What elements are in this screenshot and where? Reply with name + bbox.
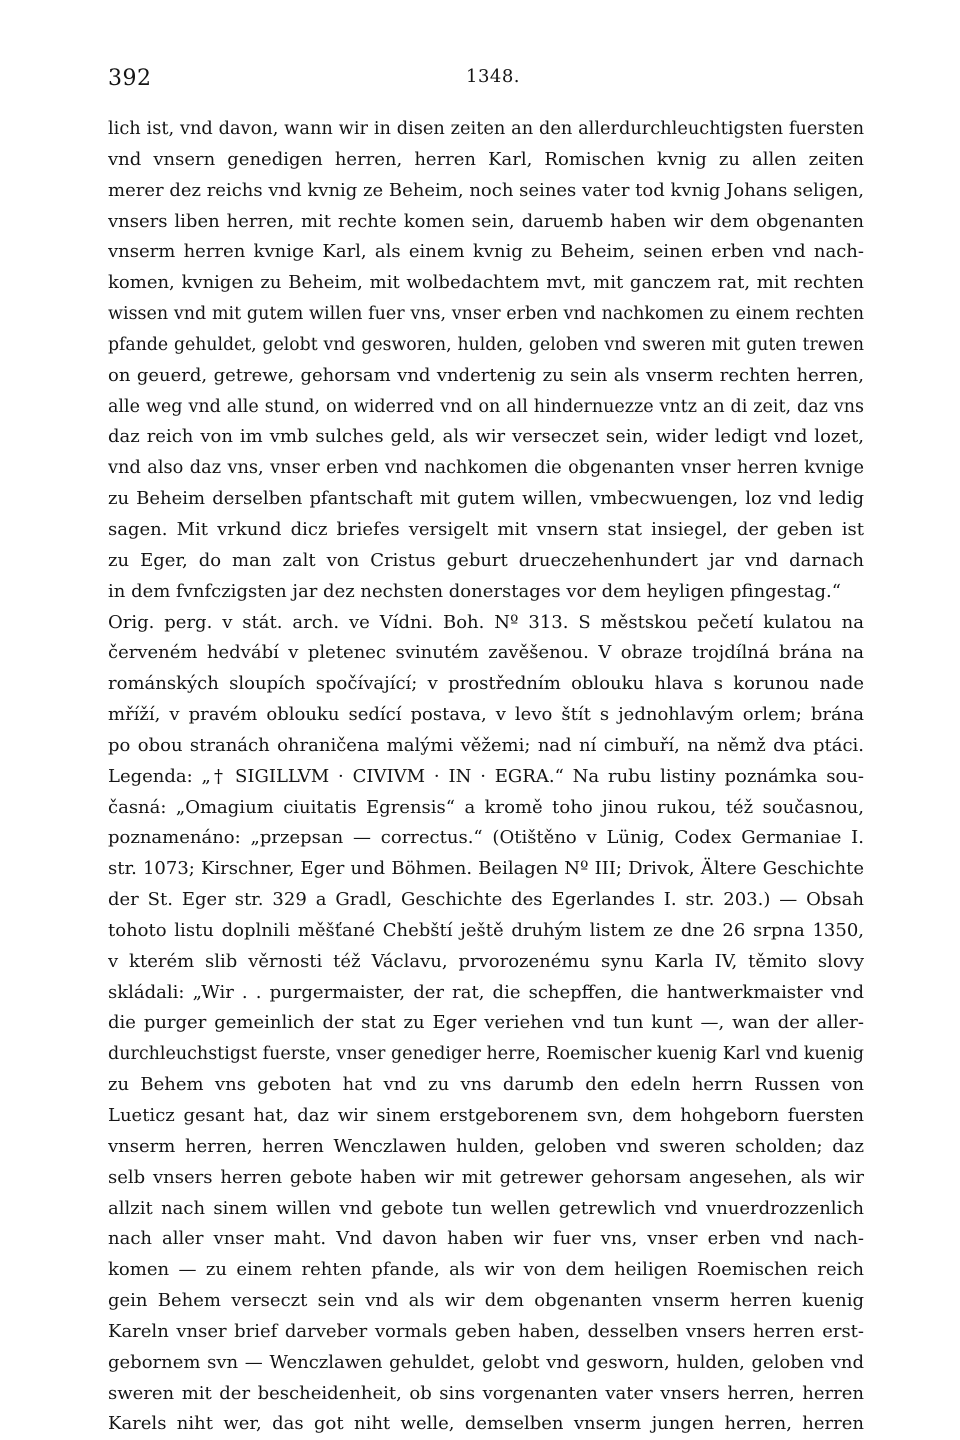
text-line: mříží, v pravém oblouku sedící postava, v levo štít s jednohlavým orlem; brána xyxy=(108,704,864,726)
text-line: in dem fvnfczigsten jar dez nechsten donerstages vor dem heyligen pfingestag.“ xyxy=(108,580,841,602)
text-line: v kterém slib věrnosti též Václavu, prvorozenému synu Karla IV, těmito slovy xyxy=(108,950,864,972)
text-line: nach aller vnser maht. Vnd davon haben wir fuer vns, vnser erben vnd nach- xyxy=(108,1228,864,1250)
text-line: poznamenáno: „przepsan — correctus.“ (Otištěno v Lünig, Codex Germaniae I. xyxy=(108,827,864,849)
text-line: skládali: „Wir . . purgermaister, der rat, die schepffen, die hantwerkmaister vnd xyxy=(108,981,864,1003)
text-line: str. 1073; Kirschner, Eger und Böhmen. Beilagen Nº III; Drivok, Ältere Geschichte xyxy=(108,858,864,880)
text-line: komen — zu einem rehten pfande, als wir von dem heiligen Roemischen reich xyxy=(108,1259,864,1281)
text-line: zu Beheim derselben pfantschaft mit gutem willen, vmbecwuengen, loz vnd ledig xyxy=(108,488,864,510)
text-line: lich ist, vnd davon, wann wir in disen zeiten an den allerdurchleuchtigsten fuersten xyxy=(108,119,864,139)
text-line: tohoto listu doplnili měšťané Chebští ještě druhým listem ze dne 26 srpna 1350, xyxy=(108,919,864,941)
text-line: gebornem svn — Wenczlawen gehuldet, gelobt vnd gesworn, hulden, geloben vnd xyxy=(108,1351,864,1373)
text-line: Legenda: „† SIGILLVM · CIVIVM · IN · EGRA.“ Na rubu listiny poznámka sou- xyxy=(108,765,864,787)
body-text xyxy=(108,114,864,1440)
text-line: allzit nach sinem willen vnd gebote tun wellen getrewlich vnd vnuerdrozzenlich xyxy=(108,1197,864,1219)
text-line: komen, kvnigen zu Beheim, mit wolbedachtem mvt, mit ganczem rat, mit rechten xyxy=(108,272,864,294)
text-line: gein Behem verseczt sein vnd als wir dem obgenanten vnserm herren kuenig xyxy=(108,1290,864,1312)
page-number: 392 xyxy=(108,66,152,91)
running-head-year: 1348. xyxy=(466,66,521,87)
text-line: wissen vnd mit gutem willen fuer vns, vnser erben vnd nachkomen zu einem rechten xyxy=(108,304,864,325)
text-line: časná: „Omagium ciuitatis Egrensis“ a kromě toho jinou rukou, též současnou, xyxy=(108,796,864,818)
text-line: sagen. Mit vrkund dicz briefes versigelt mit vnsern stat insiegel, der geben ist xyxy=(108,518,864,540)
text-line: merer dez reichs vnd kvnig ze Beheim, noch seines vater tod kvnig Johans seligen, xyxy=(108,179,864,201)
text-line: die purger gemeinlich der stat zu Eger veriehen vnd tun kunt —, wan der aller- xyxy=(108,1012,864,1034)
text-line: alle weg vnd alle stund, on widerred vnd on all hindernuezze vntz an di zeit, daz vns xyxy=(108,396,864,417)
text-line: vnd vnsern genedigen herren, herren Karl, Romischen kvnig zu allen zeiten xyxy=(108,148,864,170)
text-line: on geuerd, getrewe, gehorsam vnd vndertenig zu sein als vnserm rechten herren, xyxy=(108,364,864,386)
text-line: daz reich von im vmb sulches geld, als wir verseczet sein, wider ledigt vnd lozet, xyxy=(108,426,864,448)
text-line: pfande gehuldet, gelobt vnd gesworen, hulden, geloben vnd sweren mit guten trewen xyxy=(108,334,864,355)
text-line: vnsers liben herren, mit rechte komen sein, daruemb haben wir dem obgenanten xyxy=(108,210,864,232)
text-line: Karels niht wer, das got niht welle, demselben vnserm jungen herren, herren xyxy=(108,1413,864,1435)
text-line: červeném hedvábí v pletenec svinutém zavěšenou. V obraze trojdílná brána na xyxy=(108,642,864,664)
text-line: Kareln vnser brief darveber vormals geben haben, desselben vnsers herren erst- xyxy=(108,1320,864,1342)
text-line: vnserm herren kvnige Karl, als einem kvnig zu Beheim, seinen erben vnd nach- xyxy=(108,241,864,263)
text-line: Lueticz gesant hat, daz wir sinem erstgeborenem svn, dem hohgeborn fuersten xyxy=(108,1105,864,1126)
text-line: románských sloupích spočívající; v prostředním oblouku hlava s korunou nade xyxy=(108,673,864,695)
text-line: vnserm herren, herren Wenczlawen hulden, geloben vnd sweren scholden; daz xyxy=(108,1135,864,1157)
text-line: vnd also daz vns, vnser erben vnd nachkomen die obgenanten vnser herren kvnige xyxy=(108,458,864,479)
text-line: zu Behem vns geboten hat vnd zu vns darumb den edeln herrn Russen von xyxy=(108,1074,864,1096)
text-line: sweren mit der bescheidenheit, ob sins vorgenanten vater vnsers herren, herren xyxy=(108,1382,864,1404)
text-line: po obou stranách ohraničena malými věžemi; nad ní cimbuří, na němž dva ptáci. xyxy=(108,734,864,756)
text-line: durchleuchstigst fuerste, vnser genediger herre, Roemischer kuenig Karl vnd kuenig xyxy=(108,1044,864,1065)
text-line: Orig. perg. v stát. arch. ve Vídni. Boh. Nº 313. S městskou pečetí kulatou na xyxy=(108,611,864,633)
text-line: der St. Eger str. 329 a Gradl, Geschichte des Egerlandes I. str. 203.) — Obsah xyxy=(108,889,864,911)
text-line: zu Eger, do man zalt von Cristus geburt drueczehenhundert jar vnd darnach xyxy=(108,549,864,571)
text-line: selb vnsers herren gebote haben wir mit getrewer gehorsam angesehen, als wir xyxy=(108,1166,864,1188)
